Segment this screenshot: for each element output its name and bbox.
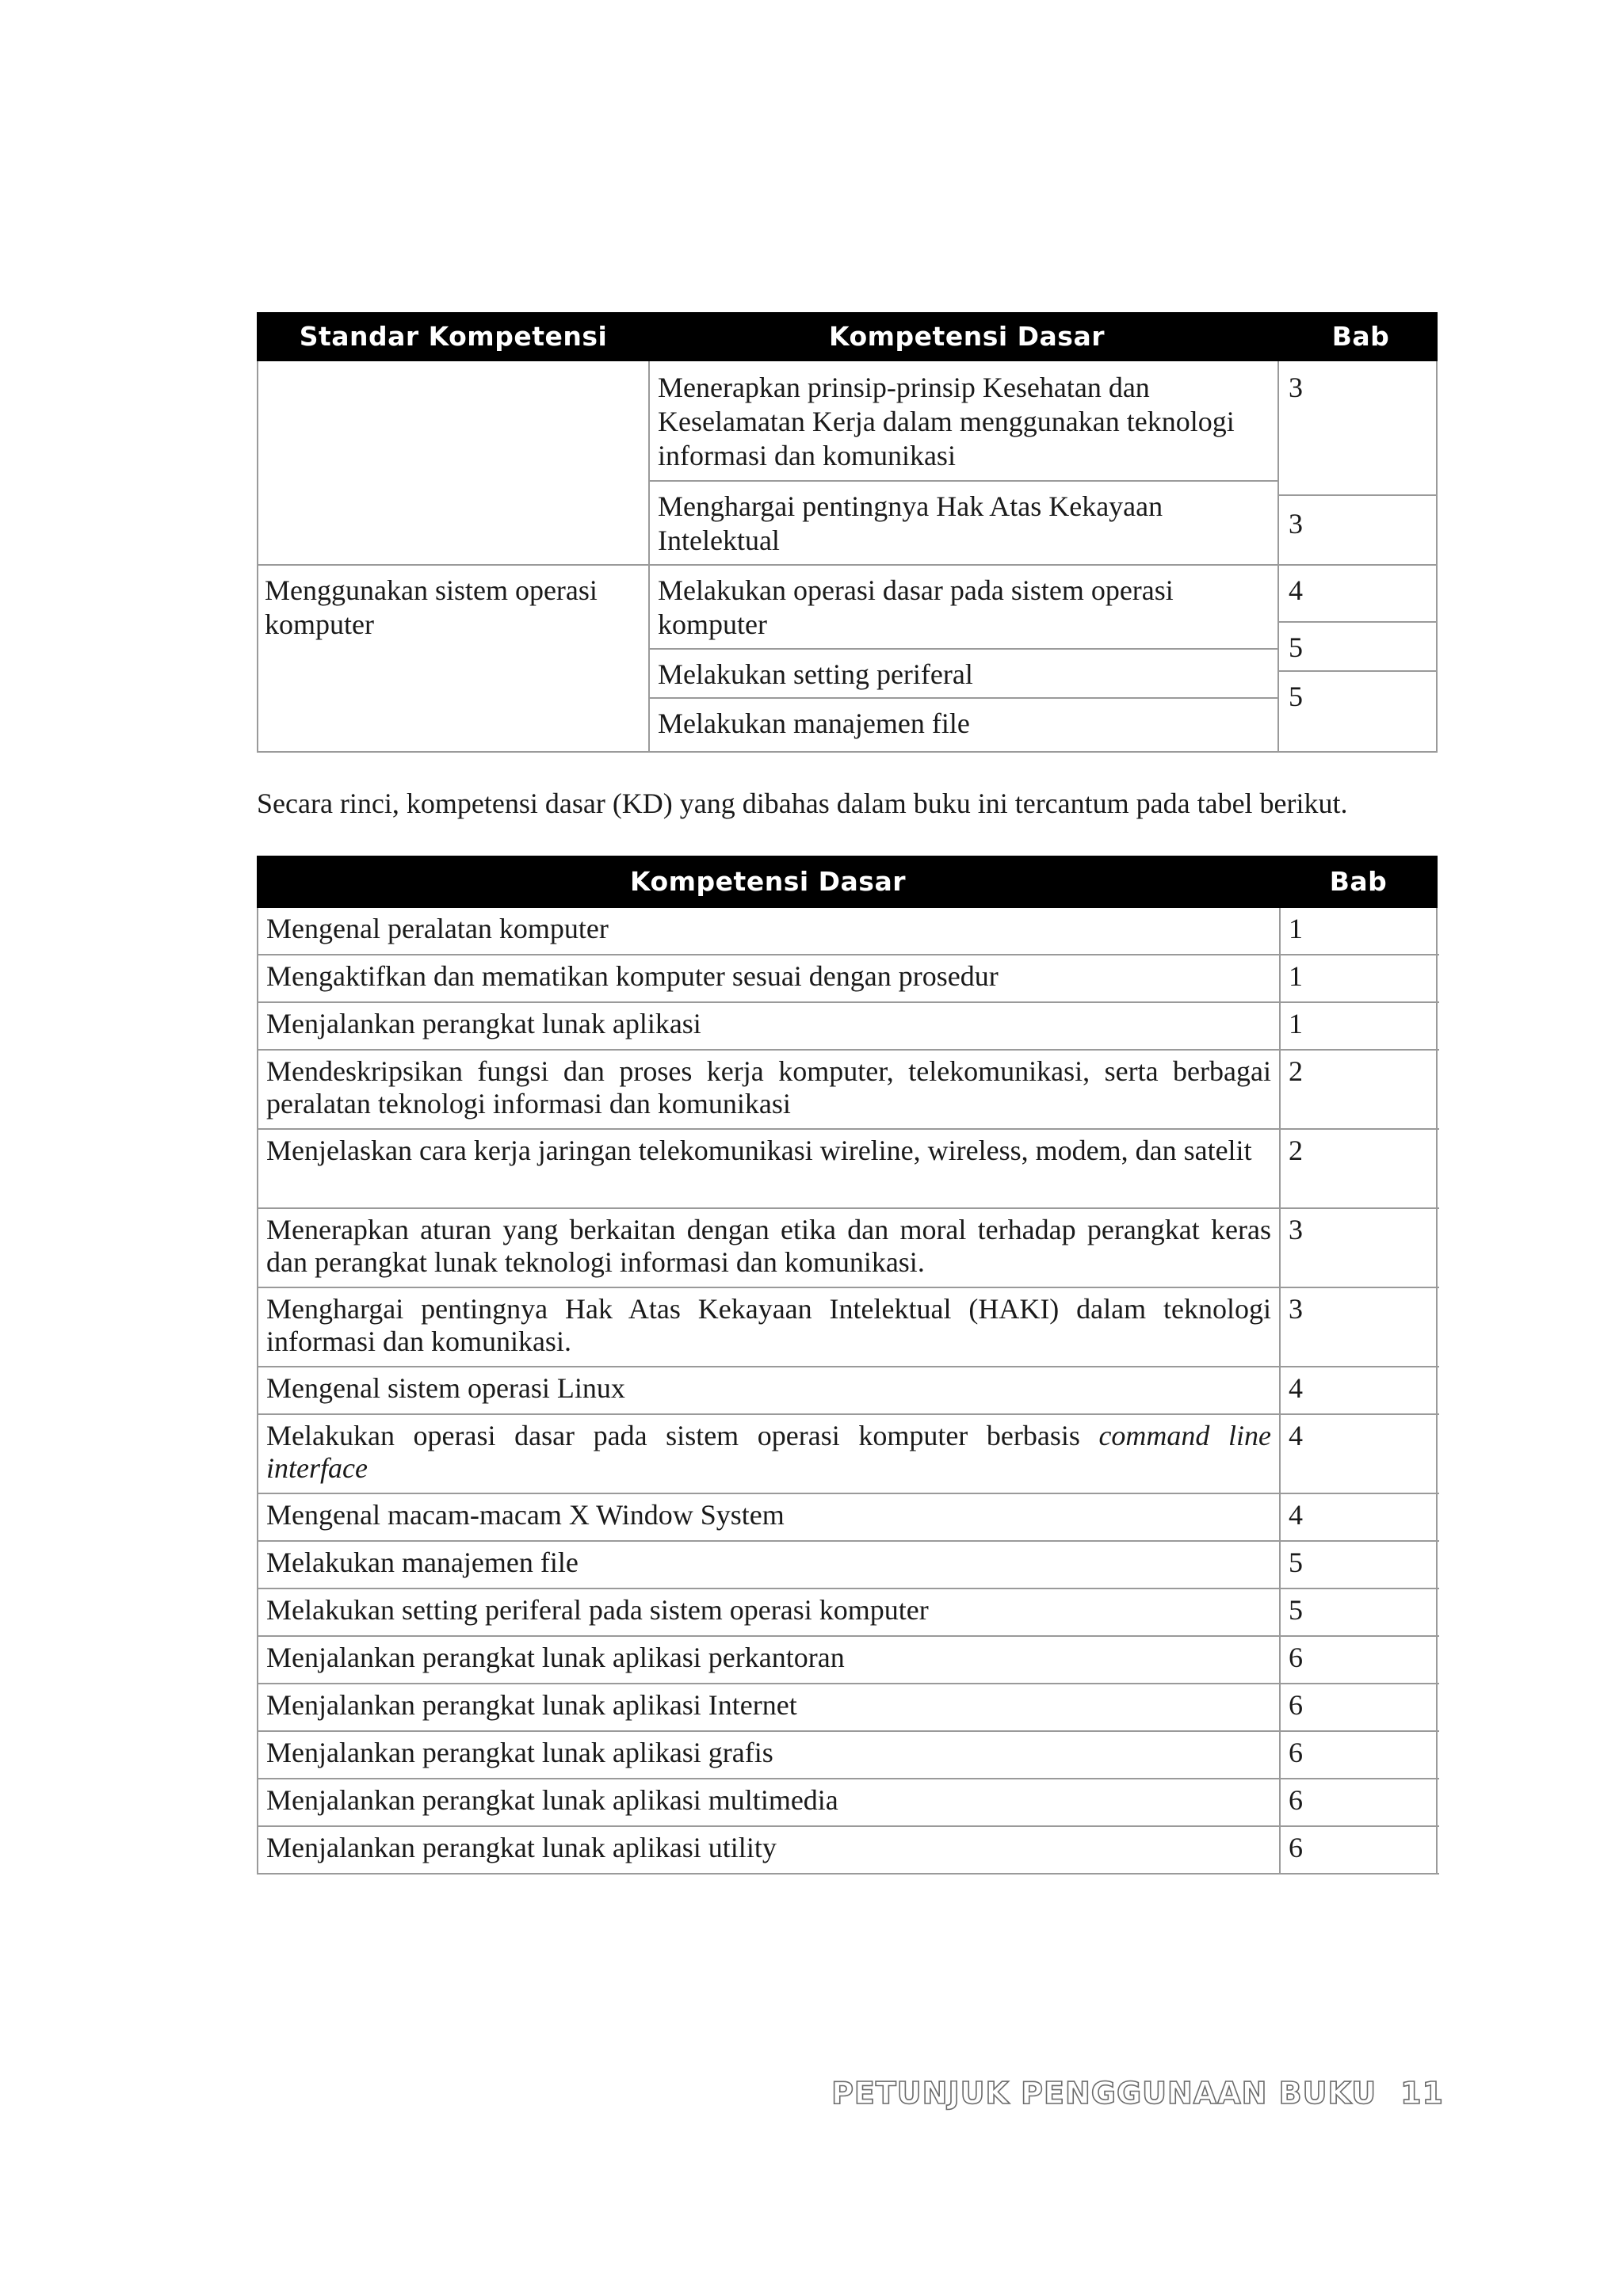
kd-cell: Mengenal macam-macam X Window System bbox=[258, 1494, 1281, 1540]
kd-cell: Melakukan setting periferal pada sistem operasi komputer bbox=[258, 1589, 1281, 1635]
kd-cell: Menerapkan prinsip-prinsip Kesehatan dan Keselamatan Kerja dalam menggunakan teknologi informasi dan komunikasi bbox=[658, 372, 1235, 471]
row-divider bbox=[1279, 670, 1436, 672]
bab-cell: 5 bbox=[1289, 681, 1303, 712]
table-border bbox=[1436, 361, 1438, 753]
bab-cell: 5 bbox=[1289, 1594, 1303, 1626]
table-header bbox=[257, 312, 1438, 361]
table-header bbox=[257, 856, 1438, 908]
bab-cell: 6 bbox=[1289, 1784, 1303, 1816]
table-row bbox=[258, 1732, 1439, 1779]
kd-cell: Mengenal sistem operasi Linux bbox=[258, 1367, 1281, 1413]
table-row bbox=[258, 1130, 1439, 1209]
table-row bbox=[258, 908, 1439, 955]
bab-cell: 6 bbox=[1289, 1737, 1303, 1768]
kd-cell: Melakukan setting periferal bbox=[658, 658, 973, 690]
bab-cell: 1 bbox=[1289, 1008, 1303, 1039]
bab-cell: 4 bbox=[1289, 1420, 1303, 1451]
bab-cell: 4 bbox=[1289, 1372, 1303, 1404]
kd-cell: Menjalankan perangkat lunak aplikasi Internet bbox=[258, 1684, 1281, 1730]
header-standar-kompetensi: Standar Kompetensi bbox=[299, 321, 608, 352]
row-divider bbox=[650, 697, 1277, 699]
table-row bbox=[258, 955, 1439, 1003]
row-divider bbox=[1279, 621, 1436, 623]
bab-cell: 3 bbox=[1289, 372, 1303, 403]
standar-kompetensi-table bbox=[257, 312, 1438, 753]
table-row bbox=[258, 1542, 1439, 1589]
kd-cell: Mengenal peralatan komputer bbox=[258, 908, 1281, 954]
kompetensi-dasar-table bbox=[257, 856, 1438, 1882]
kd-cell: Menjalankan perangkat lunak aplikasi grafis bbox=[258, 1732, 1281, 1778]
row-divider bbox=[257, 564, 1438, 566]
table-row bbox=[258, 1589, 1439, 1637]
intro-paragraph: Secara rinci, kompetensi dasar (KD) yang dibahas dalam buku ini tercantum pada tabel berikut. bbox=[257, 788, 1348, 819]
footer-label: PETUNJUK PENGGUNAAN BUKU bbox=[831, 2076, 1377, 2111]
table-row bbox=[258, 1637, 1439, 1684]
page-footer bbox=[831, 2076, 1444, 2111]
bab-cell: 6 bbox=[1289, 1832, 1303, 1863]
bab-cell: 2 bbox=[1289, 1055, 1303, 1087]
row-divider bbox=[1279, 494, 1436, 496]
kd-cell: Melakukan operasi dasar pada sistem operasi komputer bbox=[658, 574, 1174, 640]
kd-cell: Menjalankan perangkat lunak aplikasi utility bbox=[258, 1827, 1281, 1873]
kd-cell: Menjalankan perangkat lunak aplikasi multimedia bbox=[258, 1779, 1281, 1825]
kd-cell: Menjalankan perangkat lunak aplikasi perkantoran bbox=[258, 1637, 1281, 1683]
bab-cell: 6 bbox=[1289, 1689, 1303, 1721]
row-divider bbox=[650, 480, 1277, 482]
bab-cell: 5 bbox=[1289, 1547, 1303, 1578]
table-row bbox=[258, 1494, 1439, 1542]
page-number: 11 bbox=[1400, 2076, 1444, 2111]
bab-cell: 3 bbox=[1289, 1214, 1303, 1245]
table-row bbox=[258, 1051, 1439, 1130]
bab-cell: 4 bbox=[1289, 1499, 1303, 1531]
header-bab: Bab bbox=[1329, 866, 1388, 897]
table-row bbox=[258, 1779, 1439, 1827]
kd-cell: Mendeskripsikan fungsi dan proses kerja komputer, telekomunikasi, serta berbagai peralatan teknologi informasi dan komunikasi bbox=[258, 1051, 1281, 1128]
bab-cell: 3 bbox=[1289, 508, 1303, 540]
table-border bbox=[257, 361, 258, 753]
bab-cell: 6 bbox=[1289, 1642, 1303, 1673]
table-row bbox=[258, 1288, 1439, 1367]
table-row bbox=[258, 1209, 1439, 1288]
bab-cell: 1 bbox=[1289, 960, 1303, 992]
bab-cell: 5 bbox=[1289, 631, 1303, 663]
header-kompetensi-dasar: Kompetensi Dasar bbox=[630, 866, 906, 897]
kd-text: Melakukan operasi dasar pada sistem operasi komputer berbasis bbox=[266, 1420, 1099, 1451]
kd-cell: Menjelaskan cara kerja jaringan telekomunikasi wireline, wireless, modem, dan satelit bbox=[258, 1130, 1281, 1207]
kd-italic-text: command line interface bbox=[266, 1420, 1271, 1484]
kd-cell: Menghargai pentingnya Hak Atas Kekayaan Intelektual bbox=[658, 490, 1163, 556]
kd-cell bbox=[258, 1415, 1281, 1493]
table-row bbox=[258, 1684, 1439, 1732]
bab-cell: 3 bbox=[1289, 1293, 1303, 1325]
header-bab: Bab bbox=[1331, 321, 1390, 352]
kd-cell: Melakukan manajemen file bbox=[258, 1542, 1281, 1588]
sk-cell: Menggunakan sistem operasi komputer bbox=[265, 574, 598, 640]
header-kompetensi-dasar: Kompetensi Dasar bbox=[829, 321, 1105, 352]
table-row bbox=[258, 1003, 1439, 1051]
table-row bbox=[258, 1415, 1439, 1494]
kd-cell: Mengaktifkan dan mematikan komputer sesuai dengan prosedur bbox=[258, 955, 1281, 1001]
row-divider bbox=[650, 648, 1277, 650]
table-row bbox=[258, 1827, 1439, 1875]
kd-cell: Menjalankan perangkat lunak aplikasi bbox=[258, 1003, 1281, 1049]
bab-cell: 2 bbox=[1289, 1135, 1303, 1166]
kd-cell: Menghargai pentingnya Hak Atas Kekayaan Intelektual (HAKI) dalam teknologi informasi dan komunikasi. bbox=[258, 1288, 1281, 1366]
kd-cell: Menerapkan aturan yang berkaitan dengan etika dan moral terhadap perangkat keras dan perangkat lunak teknologi informasi dan komunikasi. bbox=[258, 1209, 1281, 1287]
column-divider bbox=[1277, 361, 1279, 753]
kd-cell: Melakukan manajemen file bbox=[658, 707, 970, 739]
bab-cell: 4 bbox=[1289, 574, 1303, 606]
table-body bbox=[257, 908, 1438, 1875]
column-divider bbox=[648, 361, 650, 753]
table-row bbox=[258, 1367, 1439, 1415]
bab-cell: 1 bbox=[1289, 913, 1303, 944]
table-border bbox=[257, 751, 1438, 753]
